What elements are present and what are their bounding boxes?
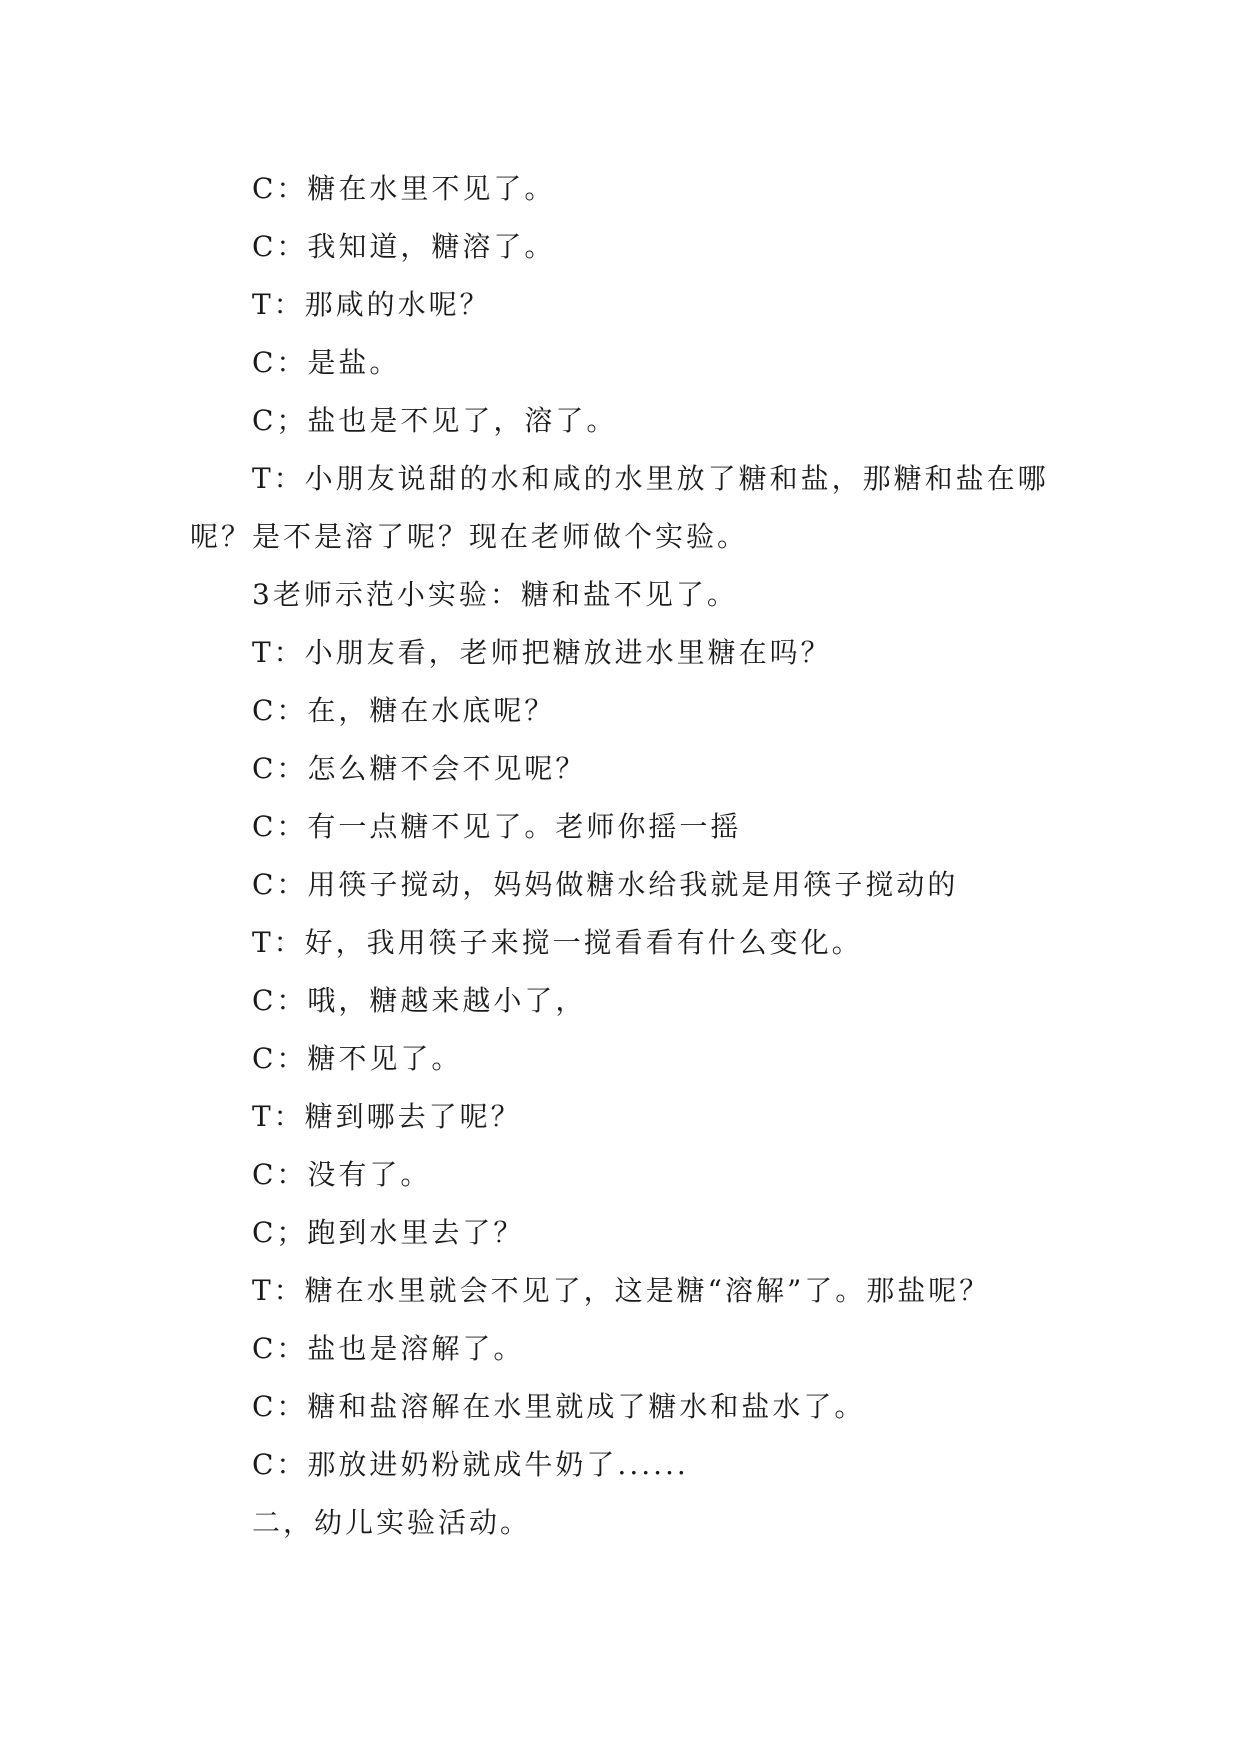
paragraph: C：糖和盐溶解在水里就成了糖水和盐水了。 [252,1390,866,1423]
paragraph: C：盐也是溶解了。 [252,1332,525,1365]
paragraph: C：糖不见了。 [252,1042,463,1075]
paragraph: C：没有了。 [252,1158,432,1191]
paragraph: C；跑到水里去了？ [252,1216,525,1249]
paragraph: 3老师示范小实验：糖和盐不见了。 [252,578,738,611]
paragraph: T：小朋友看，老师把糖放进水里糖在吗？ [252,636,832,669]
paragraph: T：小朋友说甜的水和咸的水里放了糖和盐，那糖和盐在哪呢？是不是溶了呢？现在老师做个实验。 [190,462,1049,553]
paragraph: C：怎么糖不会不见呢？ [252,752,587,785]
paragraph: T：好，我用筷子来搅一搅看看有什么变化。 [252,926,863,959]
paragraph: C：是盐。 [252,346,401,379]
paragraph: C：糖在水里不见了。 [252,172,556,205]
paragraph: C：有一点糖不见了。老师你摇一摇 [252,810,742,843]
paragraph: T：那咸的水呢？ [252,288,491,321]
paragraph: C：那放进奶粉就成牛奶了...... [252,1448,689,1481]
paragraph: C：我知道，糖溶了。 [252,230,556,263]
document-body [190,160,1060,1552]
paragraph: T：糖到哪去了呢？ [252,1100,522,1133]
paragraph: C：在，糖在水底呢？ [252,694,556,727]
paragraph: C；盐也是不见了，溶了。 [252,404,618,437]
paragraph: T：糖在水里就会不见了，这是糖“溶解”了。那盐呢？ [252,1274,991,1307]
paragraph: 二，幼儿实验活动。 [252,1506,532,1539]
paragraph: C：用筷子搅动，妈妈做糖水给我就是用筷子搅动的 [252,868,959,901]
paragraph: C：哦，糖越来越小了， [252,984,587,1017]
